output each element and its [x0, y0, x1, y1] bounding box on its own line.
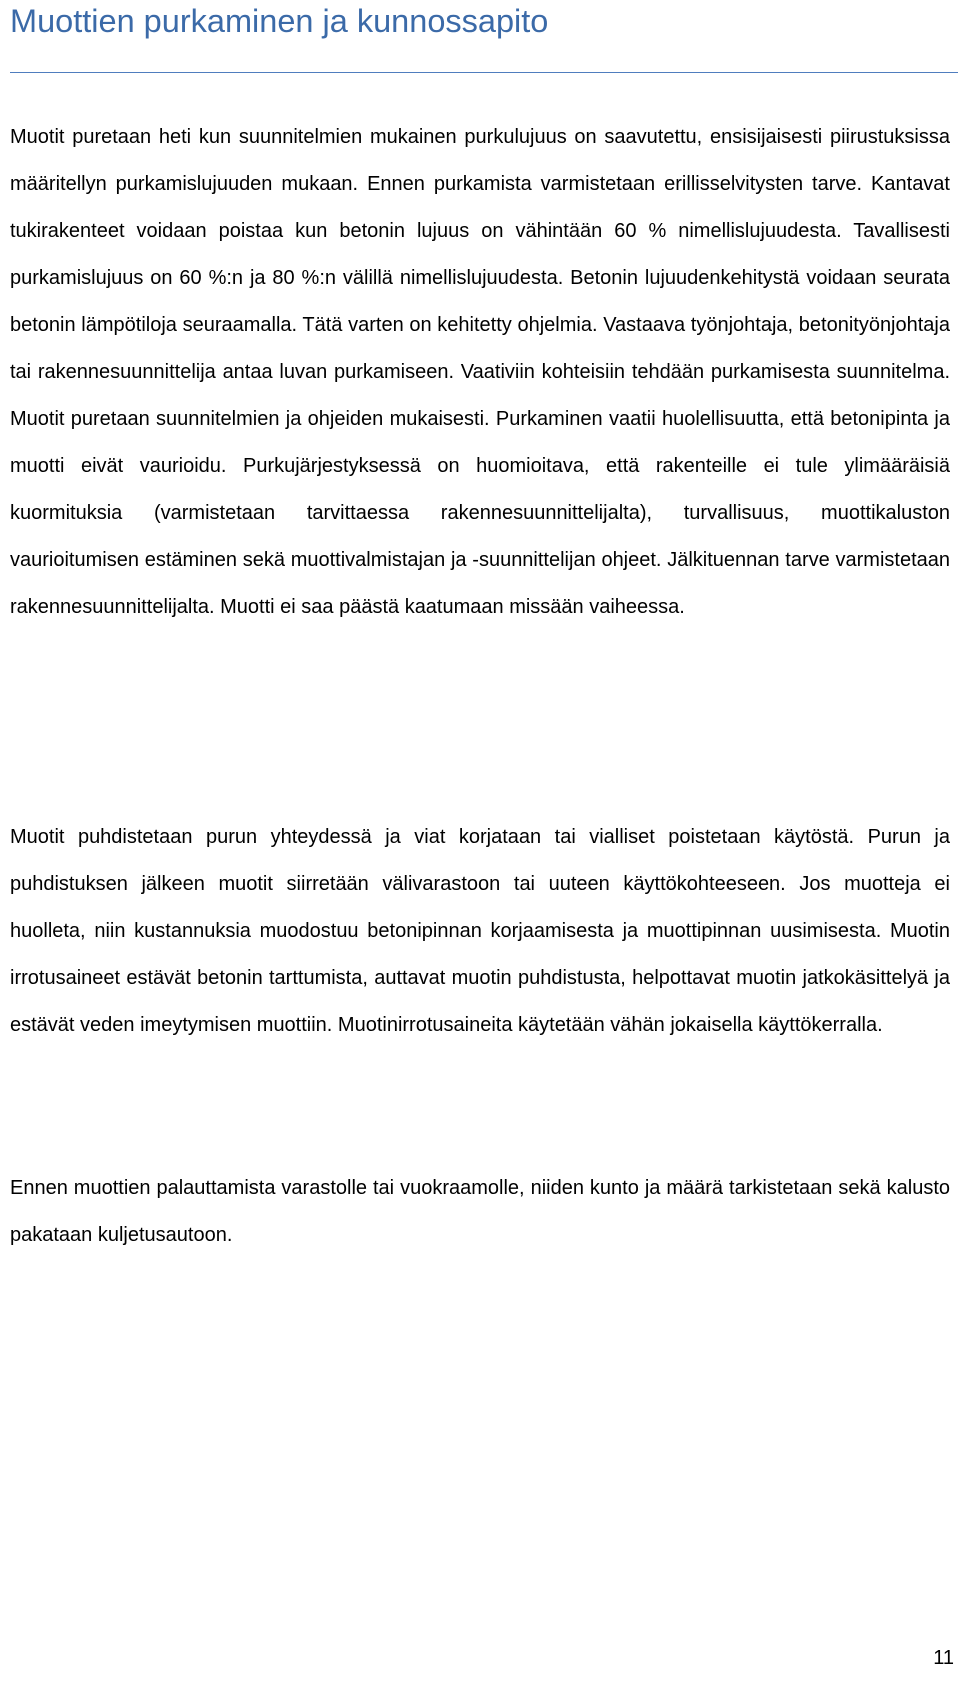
paragraph-demolition: Muotit puretaan heti kun suunnitelmien mukainen purkulujuus on saavutettu, ensisijaisesti piirustuksissa määritellyn purkamislujuuden mukaan. Ennen purkamista varmistetaan erillisselvitysten tarve. Kantavat tukirakenteet voidaan poistaa kun betonin lujuus on vähintään 60 % nimellislujuudesta. Tavallisesti purkamislujuus on 60 %:n ja 80 %:n välillä nimellislujuudesta. Betonin lujuudenkehitystä voidaan seurata betonin lämpötiloja seuraamalla. Tätä varten on kehitetty ohjelmia. Vastaava työnjohtaja, betonityönjohtaja tai rakennesuunnittelija antaa luvan purkamiseen. Vaativiin kohteisiin tehdään purkamisesta suunnitelma. Muotit puretaan suunnitelmien ja ohjeiden mukaisesti. Purkaminen vaatii huolellisuutta, että betonipinta ja muotti eivät vaurioidu. Purkujärjestyksessä on huomioitava, että rakenteille ei tule ylimääräisiä kuormituksia (varmistetaan tarvittaessa rakennesuunnittelijalta), turvallisuus, muottikaluston vaurioitumisen estäminen sekä muottivalmistajan ja -suunnittelijan ohjeet. Jälkituennan tarve varmistetaan rakennesuunnittelijalta. Muotti ei saa päästä kaatumaan missään vaiheessa. — [10, 126, 950, 618]
heading-divider — [10, 72, 958, 73]
paragraph-cleaning: Muotit puhdistetaan purun yhteydessä ja viat korjataan tai vialliset poistetaan käytöstä. Purun ja puhdistuksen jälkeen muotit siirretään välivarastoon tai uuteen käyttökohteeseen. Jos muotteja ei huolleta, niin kustannuksia muodostuu betonipinnan korjaamisesta ja muottipinnan uusimisesta. Muotin irrotusaineet estävät betonin tarttumista, auttavat muotin puhdistusta, helpottavat muotin jatkokäsittelyä ja estävät veden imeytymisen muottiin. Muotinirrotusaineita käytetään vähän jokaisella käyttökerralla. — [10, 826, 950, 1036]
page-heading: Muottien purkaminen ja kunnossapito — [10, 3, 549, 39]
page-number: 11 — [933, 1647, 954, 1669]
paragraph-return: Ennen muottien palauttamista varastolle tai vuokraamolle, niiden kunto ja määrä tarkistetaan sekä kalusto pakataan kuljetusautoon. — [10, 1177, 950, 1246]
